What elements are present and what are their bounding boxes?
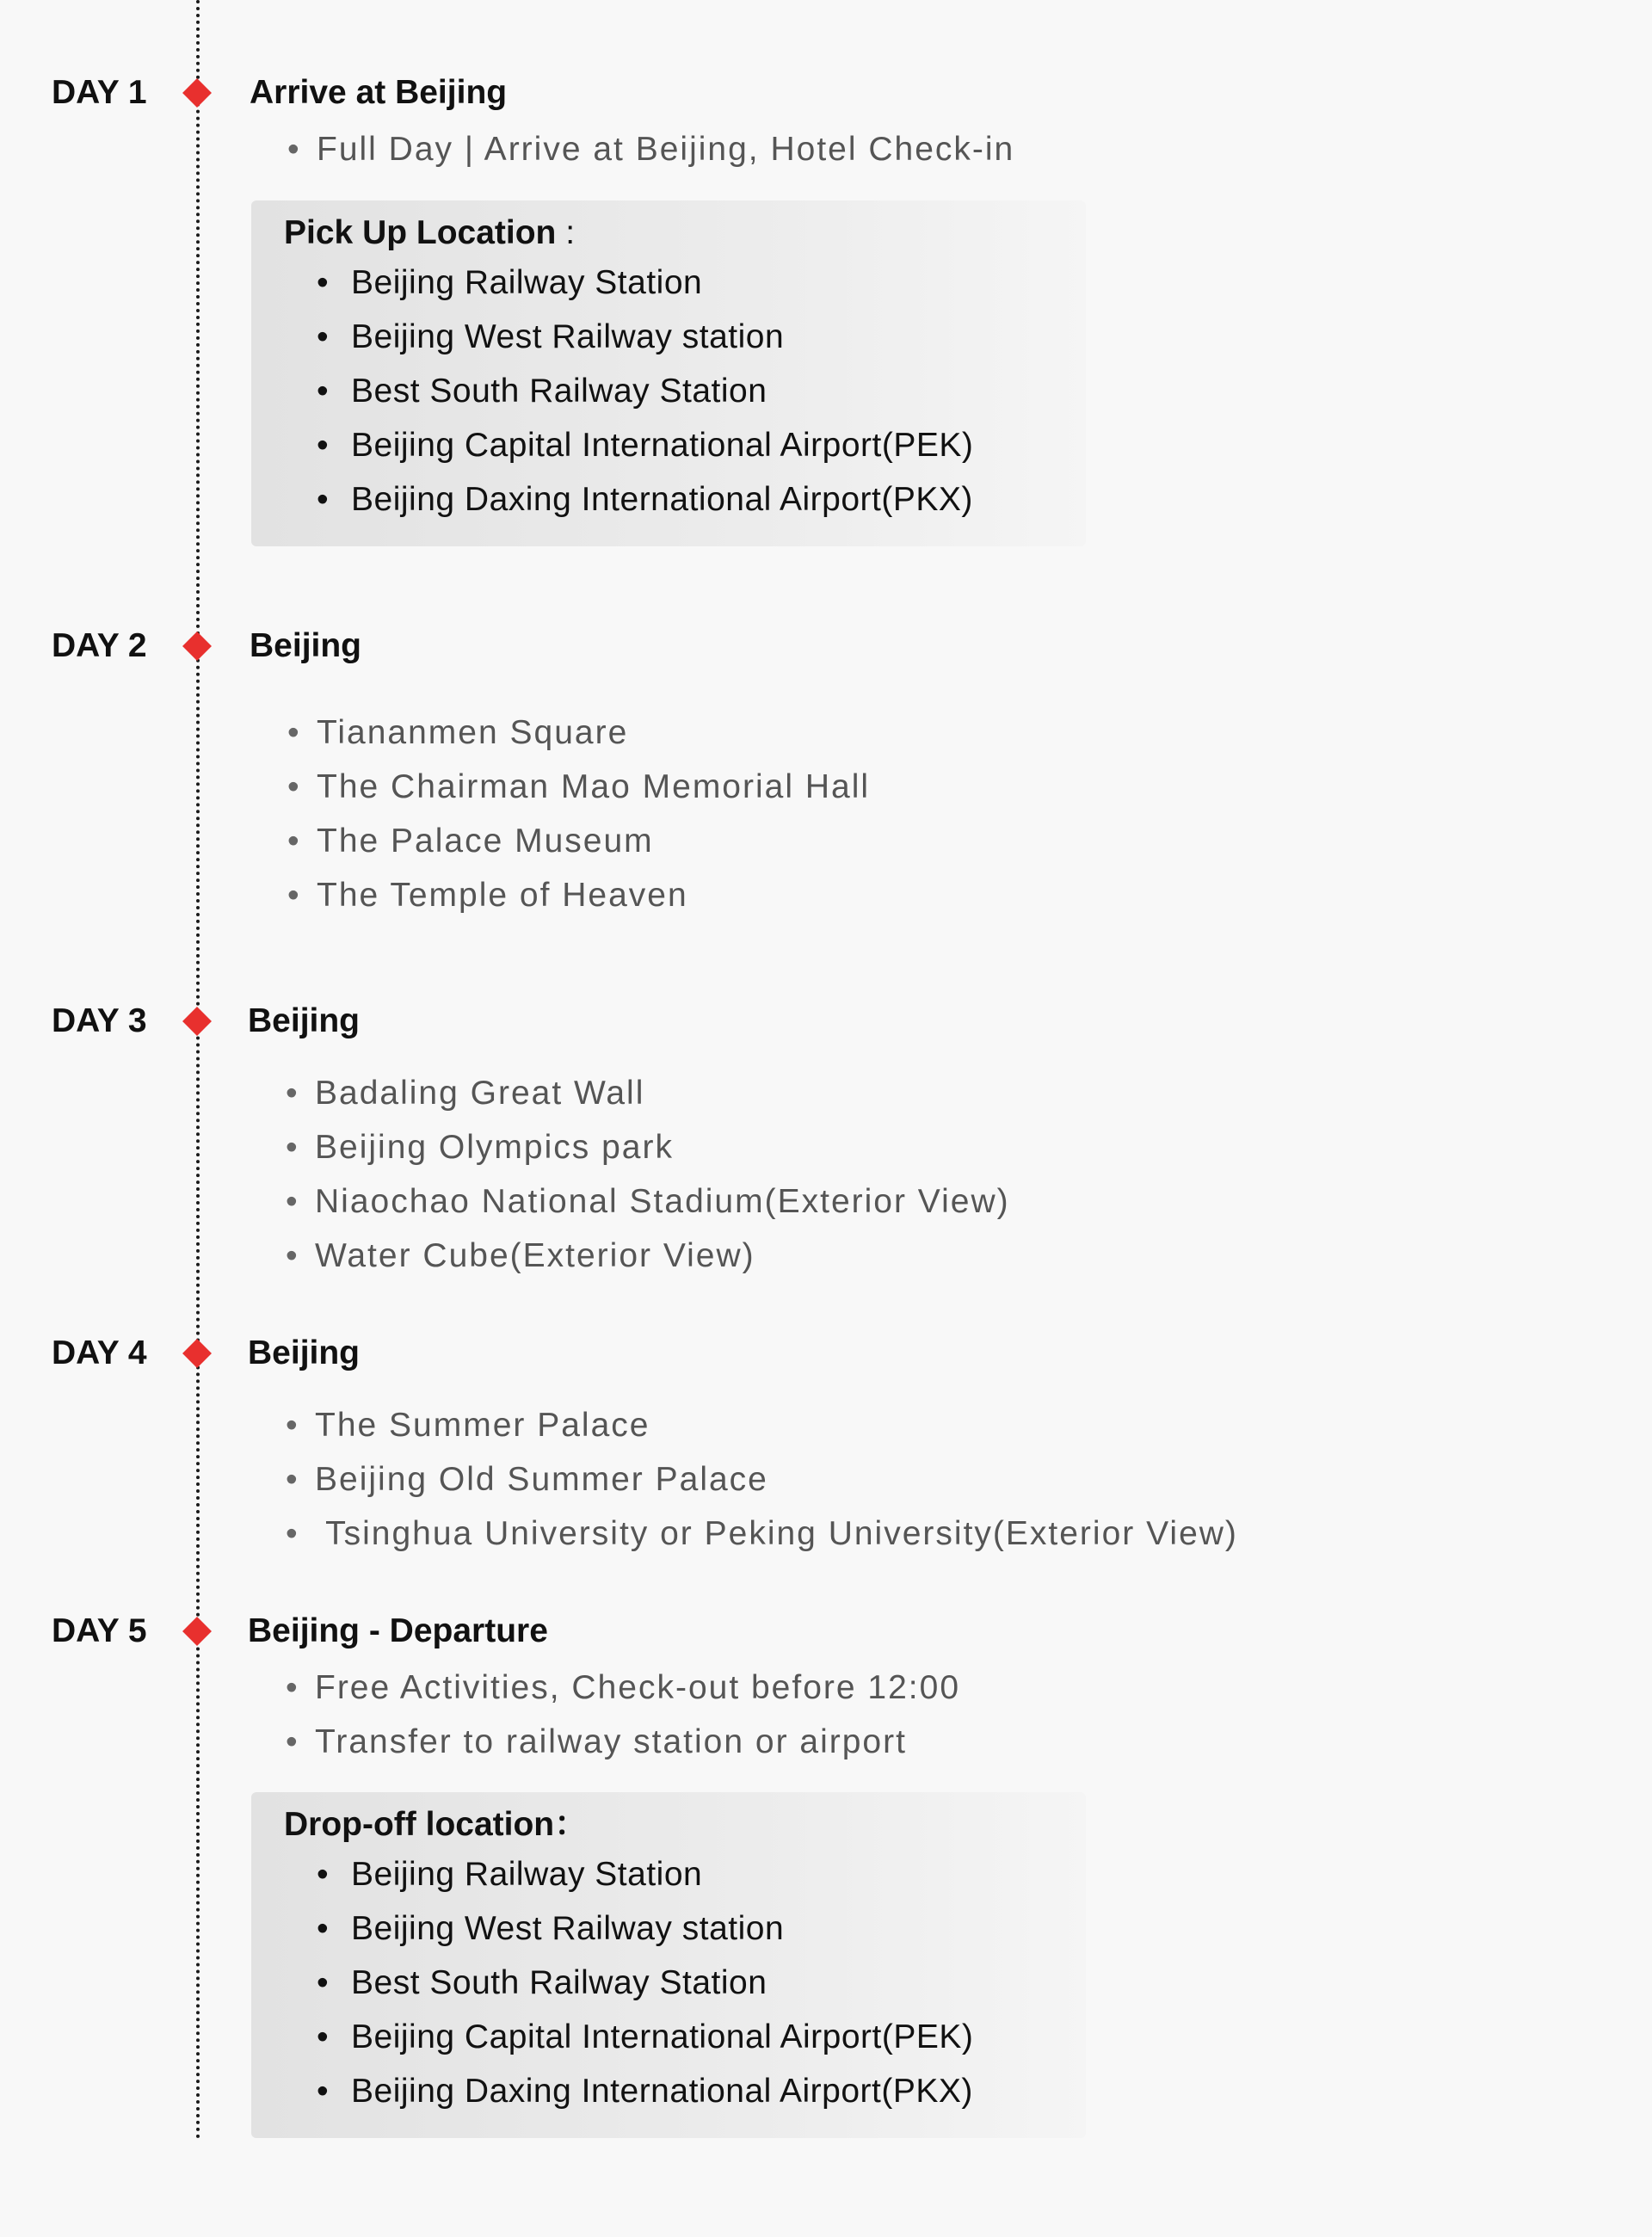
day-2-items [287,706,870,922]
day-3-items [286,1066,1010,1283]
pickup-location-list [284,256,1086,527]
dropoff-location-box [251,1792,1086,2138]
diamond-marker-icon [182,1339,212,1368]
day-5-label: DAY 5 [52,1612,147,1649]
list-item: • Beijing Daxing International Airport(PKX) [284,472,1086,527]
day-4-title: Beijing [248,1334,361,1371]
list-item: • Beijing Railway Station [284,1847,1086,1901]
day-5-title: Beijing - Departure [248,1612,548,1649]
list-item: • Best South Railway Station [284,364,1086,418]
list-item: • Water Cube(Exterior View) [286,1229,1010,1283]
diamond-marker-icon [182,1007,212,1036]
list-item: • Beijing Capital International Airport(PEK) [284,418,1086,472]
list-item: • Tiananmen Square [287,706,870,760]
day-1-title: Arrive at Beijing [250,74,508,111]
pickup-location-box [251,200,1086,546]
list-item: • Beijing West Railway station [284,310,1086,364]
diamond-marker-icon [182,632,212,661]
list-item: • The Palace Museum [287,814,870,868]
timeline-dotted-line [196,0,200,2141]
list-item: • Beijing Daxing International Airport(PKX) [284,2064,1086,2118]
list-item: • Beijing Olympics park [286,1120,1010,1174]
list-item: • Transfer to railway station or airport [286,1715,960,1769]
pickup-location-title: Pick Up Location : [284,214,576,251]
day-1-items [287,122,1014,176]
list-item: • Beijing Capital International Airport(PEK) [284,2010,1086,2064]
list-item: • Beijing Old Summer Palace [286,1452,1238,1507]
day-4-label: DAY 4 [52,1334,147,1371]
dropoff-location-list [284,1847,1086,2118]
day-2-title: Beijing [250,627,362,664]
list-item: • The Summer Palace [286,1398,1238,1452]
list-item: • The Temple of Heaven [287,868,870,922]
day-3-label: DAY 3 [52,1002,147,1039]
list-item: • Beijing West Railway station [284,1901,1086,1956]
dropoff-location-title: Drop-off location： [284,1806,589,1843]
list-item: • Beijing Railway Station [284,256,1086,310]
list-item: • Niaochao National Stadium(Exterior View) [286,1174,1010,1229]
diamond-marker-icon [182,78,212,108]
list-item: • Free Activities, Check-out before 12:00 [286,1661,960,1715]
list-item: • The Chairman Mao Memorial Hall [287,760,870,814]
list-item: • Best South Railway Station [284,1956,1086,2010]
day-1-label: DAY 1 [52,74,147,111]
list-item: • Tsinghua University or Peking University(Exterior View) [286,1507,1238,1561]
list-item: • Badaling Great Wall [286,1066,1010,1120]
day-3-title: Beijing [248,1002,361,1039]
day-4-items [286,1398,1238,1561]
diamond-marker-icon [182,1617,212,1646]
day-5-items [286,1661,960,1769]
list-item: • Full Day | Arrive at Beijing, Hotel Check-in [287,122,1014,176]
day-2-label: DAY 2 [52,627,147,664]
